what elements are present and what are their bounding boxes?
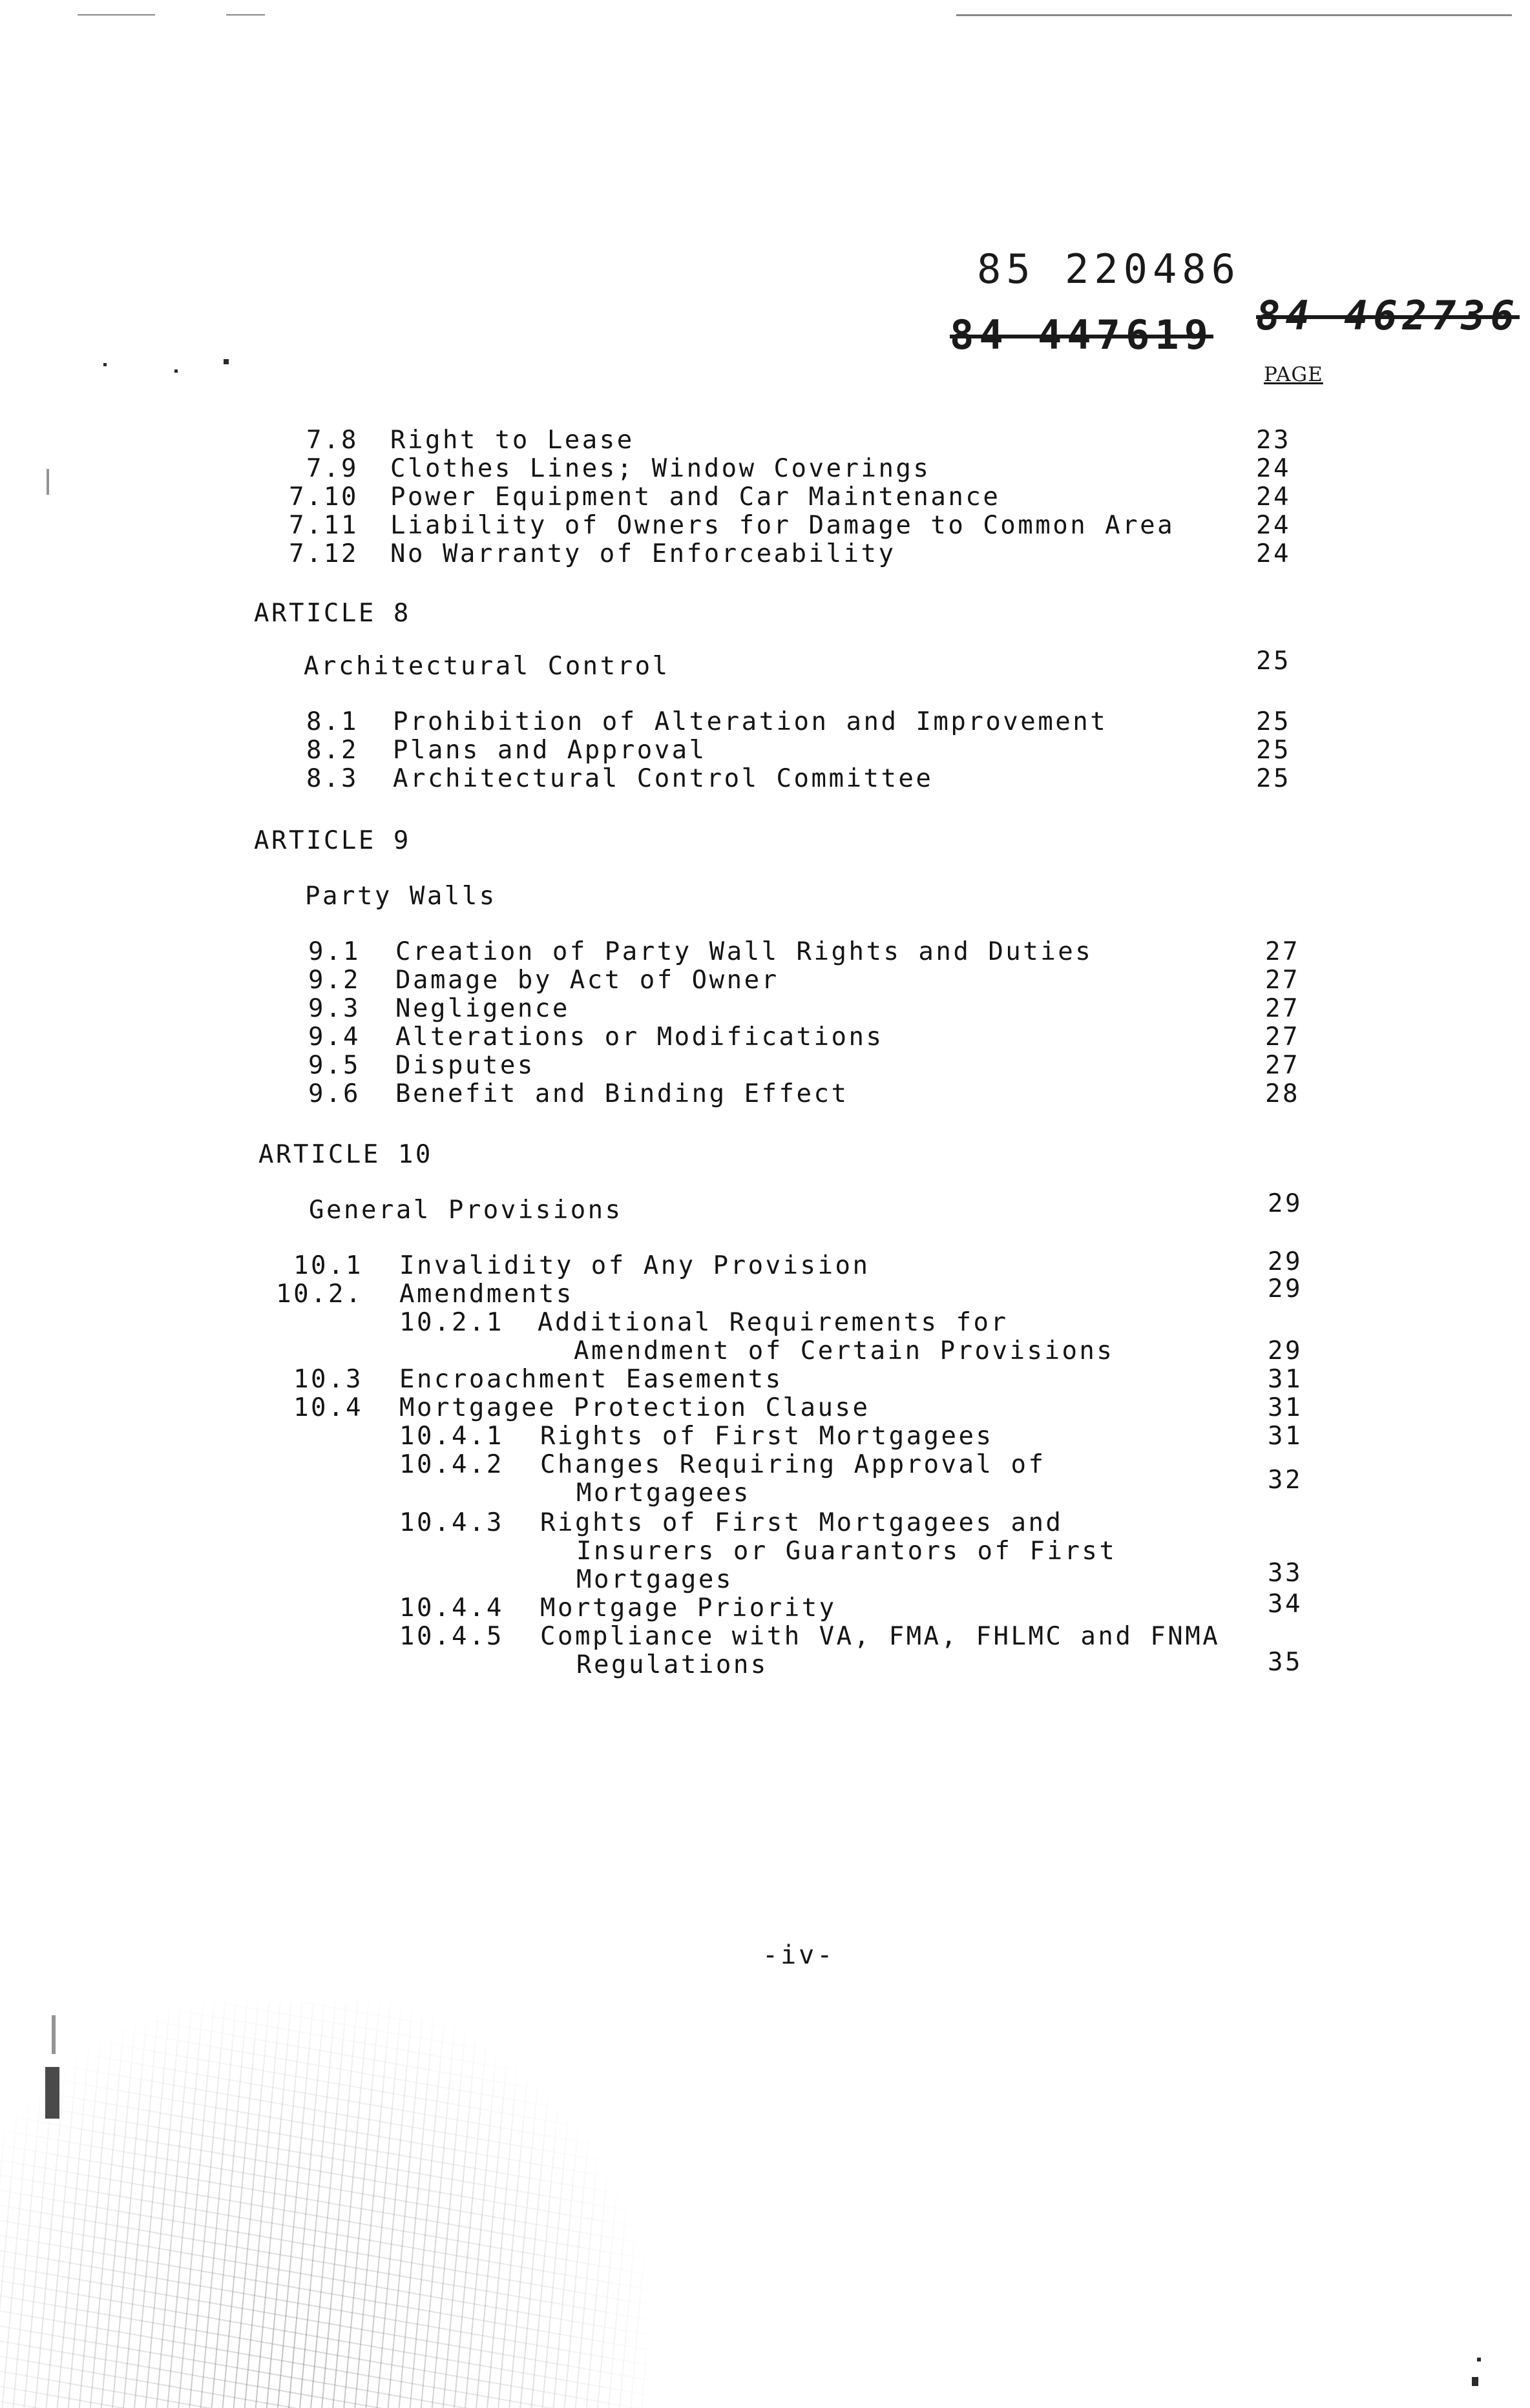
scan-artifact-line bbox=[956, 14, 1512, 16]
toc-title: Architectural Control Committee bbox=[393, 764, 934, 793]
toc-page: 24 bbox=[1256, 454, 1291, 483]
toc-title: Mortgagee Protection Clause bbox=[399, 1393, 870, 1422]
toc-number: 7.11 bbox=[289, 511, 359, 540]
scan-artifact-line bbox=[78, 14, 155, 16]
toc-title: Additional Requirements for bbox=[538, 1308, 1009, 1337]
toc-title-continuation: Mortgages bbox=[576, 1565, 733, 1594]
toc-number: 8.3 bbox=[306, 764, 359, 793]
toc-title: Clothes Lines; Window Coverings bbox=[390, 454, 931, 483]
article-heading: Architectural Control bbox=[304, 652, 670, 681]
toc-number: 10.1 bbox=[293, 1251, 363, 1280]
toc-title: Plans and Approval bbox=[393, 736, 707, 765]
toc-number: 8.1 bbox=[306, 707, 359, 736]
toc-title: Right to Lease bbox=[390, 426, 634, 455]
toc-number: 9.2 bbox=[308, 966, 361, 995]
toc-page: 24 bbox=[1256, 511, 1291, 540]
toc-row bbox=[0, 938, 1530, 966]
toc-number: 9.1 bbox=[308, 937, 361, 966]
toc-row bbox=[0, 1274, 1530, 1309]
toc-row bbox=[0, 1422, 1530, 1451]
toc-number: 10.4.3 bbox=[399, 1508, 504, 1537]
toc-row bbox=[0, 512, 1530, 540]
toc-title: Creation of Party Wall Rights and Duties bbox=[395, 937, 1093, 966]
toc-row bbox=[0, 1023, 1530, 1052]
toc-title: Encroachment Easements bbox=[399, 1365, 783, 1394]
toc-title-continuation: Amendment of Certain Provisions bbox=[574, 1336, 1115, 1365]
toc-page: 27 bbox=[1265, 966, 1300, 995]
toc-page: 28 bbox=[1265, 1079, 1300, 1108]
toc-page: 24 bbox=[1256, 483, 1291, 512]
toc-number: 9.3 bbox=[308, 994, 361, 1023]
toc-number: 10.4.2 bbox=[399, 1450, 504, 1479]
toc-number: 10.4.4 bbox=[399, 1593, 504, 1623]
toc-page: 24 bbox=[1256, 539, 1291, 568]
article-label: ARTICLE 9 bbox=[254, 826, 411, 855]
toc-page: 25 bbox=[1256, 764, 1291, 793]
toc-title-continuation: Mortgagees bbox=[576, 1479, 751, 1508]
toc-title: Power Equipment and Car Maintenance bbox=[390, 483, 1001, 512]
toc-row bbox=[0, 426, 1530, 455]
toc-number: 10.4.1 bbox=[399, 1422, 504, 1451]
toc-number: 7.9 bbox=[306, 454, 359, 483]
toc-title: Damage by Act of Owner bbox=[395, 966, 779, 995]
toc-row bbox=[0, 966, 1530, 995]
scan-speck bbox=[224, 359, 229, 364]
toc-title: Benefit and Binding Effect bbox=[395, 1079, 849, 1108]
toc-page: 25 bbox=[1256, 707, 1291, 736]
toc-title: Negligence bbox=[395, 994, 570, 1023]
toc-title: Liability of Owners for Damage to Common Area bbox=[390, 511, 1175, 540]
article-heading: General Provisions bbox=[309, 1196, 623, 1225]
toc-title: Rights of First Mortgagees bbox=[540, 1422, 994, 1451]
toc-row bbox=[0, 455, 1530, 483]
toc-page: 34 bbox=[1268, 1590, 1303, 1619]
scan-speck bbox=[1472, 2377, 1478, 2386]
scan-artifact-line bbox=[226, 14, 265, 16]
toc-number: 10.2. bbox=[276, 1280, 363, 1309]
toc-page: 23 bbox=[1256, 426, 1291, 455]
toc-number: 9.6 bbox=[308, 1079, 361, 1108]
scan-speck bbox=[1477, 2358, 1481, 2361]
toc-page: 29 bbox=[1268, 1336, 1303, 1365]
toc-page: 31 bbox=[1268, 1365, 1303, 1394]
toc-row bbox=[0, 1052, 1530, 1080]
toc-page: 29 bbox=[1268, 1247, 1303, 1276]
article-label: ARTICLE 8 bbox=[254, 599, 411, 628]
toc-number: 10.3 bbox=[293, 1365, 363, 1394]
toc-row bbox=[0, 1365, 1530, 1394]
toc-number: 10.4.5 bbox=[399, 1622, 504, 1651]
recording-number-stamp: 85 220486 bbox=[977, 245, 1241, 293]
toc-page: 25 bbox=[1256, 736, 1291, 765]
toc-title: Rights of First Mortgagees and bbox=[540, 1508, 1064, 1537]
toc-page: 29 bbox=[1268, 1189, 1303, 1218]
toc-title: Invalidity of Any Provision bbox=[399, 1251, 870, 1280]
toc-row bbox=[0, 1590, 1530, 1623]
toc-title: Mortgage Priority bbox=[540, 1593, 837, 1623]
toc-title: Alterations or Modifications bbox=[395, 1022, 884, 1052]
scan-speck bbox=[174, 369, 178, 373]
scan-speck bbox=[47, 469, 49, 495]
toc-row bbox=[0, 708, 1530, 736]
toc-title-continuation: Insurers or Guarantors of First bbox=[576, 1537, 1117, 1566]
toc-title: No Warranty of Enforceability bbox=[390, 539, 896, 568]
toc-row bbox=[0, 1509, 1530, 1537]
toc-row bbox=[0, 540, 1530, 568]
toc-page: 31 bbox=[1268, 1422, 1303, 1451]
toc-page: 35 bbox=[1268, 1648, 1303, 1677]
toc-page: 27 bbox=[1265, 937, 1300, 966]
toc-row-continuation bbox=[0, 1466, 1530, 1508]
toc-page: 27 bbox=[1265, 1022, 1300, 1052]
toc-number: 7.12 bbox=[289, 539, 359, 568]
toc-row bbox=[0, 1394, 1530, 1422]
page-column-heading: PAGE bbox=[1264, 363, 1323, 386]
toc-row bbox=[0, 1623, 1530, 1651]
toc-row bbox=[0, 483, 1530, 512]
struck-number-stamp: 84 462736 bbox=[1256, 292, 1520, 339]
toc-row bbox=[0, 995, 1530, 1023]
toc-number: 7.8 bbox=[306, 426, 359, 455]
page-number-footer: -iv- bbox=[762, 1940, 835, 1970]
toc-number: 9.4 bbox=[308, 1022, 361, 1052]
toc-row-continuation bbox=[0, 1648, 1530, 1679]
toc-page: 33 bbox=[1268, 1559, 1303, 1588]
toc-page: 27 bbox=[1265, 1051, 1300, 1080]
toc-number: 9.5 bbox=[308, 1051, 361, 1080]
toc-row-continuation bbox=[0, 1337, 1530, 1365]
toc-page: 31 bbox=[1268, 1393, 1303, 1422]
article-heading: Party Walls bbox=[305, 882, 497, 911]
toc-number: 8.2 bbox=[306, 736, 359, 765]
toc-title: Disputes bbox=[395, 1051, 535, 1080]
toc-title: Changes Requiring Approval of bbox=[540, 1450, 1046, 1479]
toc-title-continuation: Regulations bbox=[576, 1650, 768, 1679]
toc-title: Prohibition of Alteration and Improvement bbox=[393, 707, 1108, 736]
toc-title: Amendments bbox=[399, 1280, 574, 1309]
toc-page: 25 bbox=[1256, 647, 1291, 676]
toc-number: 10.4 bbox=[293, 1393, 363, 1422]
article-label: ARTICLE 10 bbox=[258, 1140, 433, 1169]
toc-number: 10.2.1 bbox=[399, 1308, 504, 1337]
toc-title: Compliance with VA, FMA, FHLMC and FNMA bbox=[540, 1622, 1221, 1651]
struck-number-stamp: 84 447619 bbox=[950, 311, 1213, 358]
toc-number: 7.10 bbox=[289, 483, 359, 512]
toc-row bbox=[0, 1080, 1530, 1108]
toc-row bbox=[0, 1309, 1530, 1337]
toc-row bbox=[0, 765, 1530, 793]
scan-smudge bbox=[0, 2002, 646, 2408]
toc-page: 32 bbox=[1268, 1466, 1303, 1495]
scan-speck bbox=[103, 363, 107, 366]
toc-page: 27 bbox=[1265, 994, 1300, 1023]
toc-row bbox=[0, 736, 1530, 765]
toc-page: 29 bbox=[1268, 1274, 1303, 1303]
